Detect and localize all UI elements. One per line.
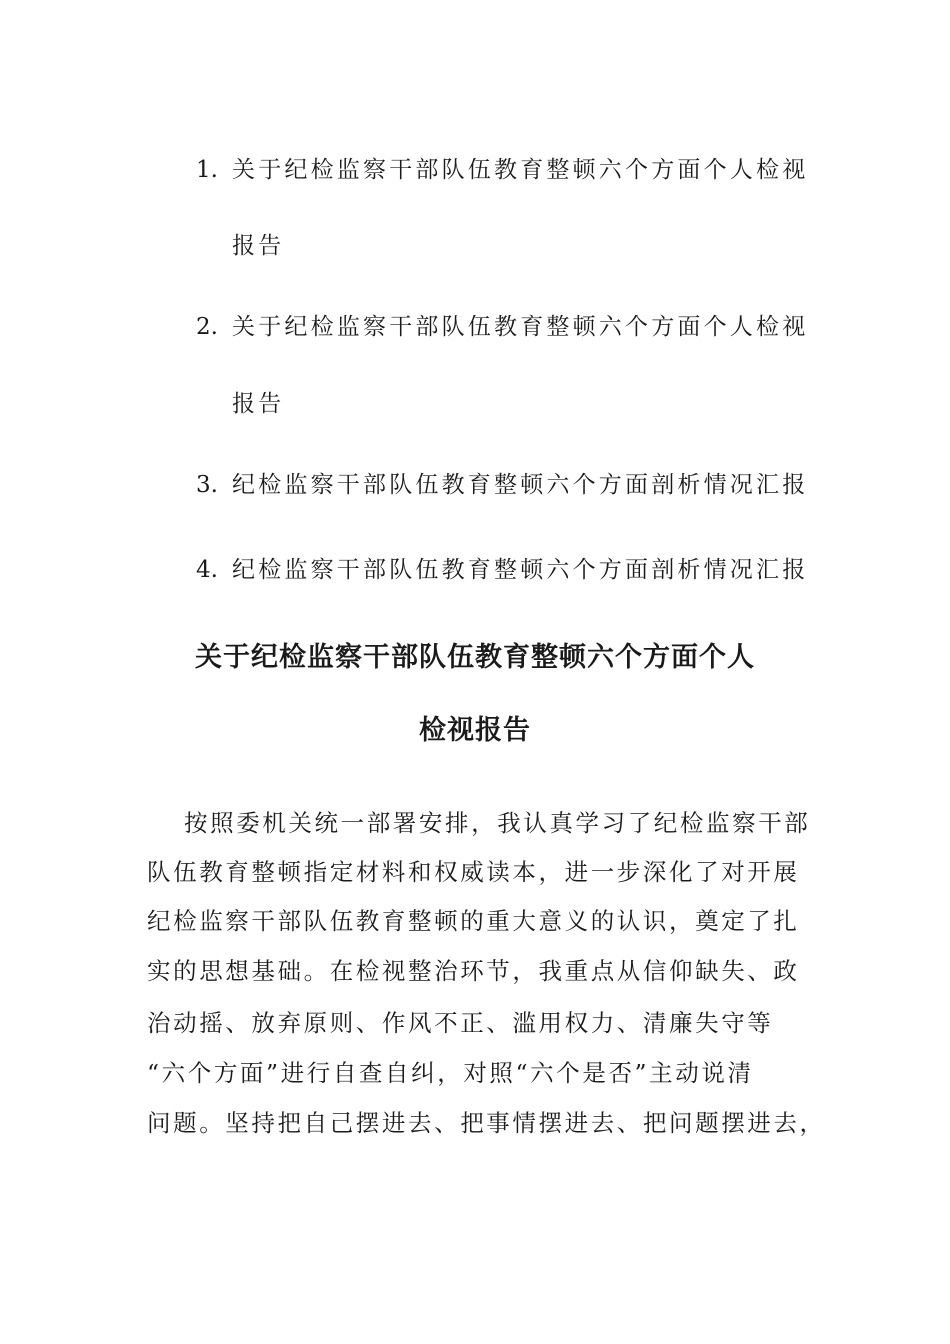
article-title-line-2: 检视报告 (419, 715, 531, 746)
body-line-7: 问题。坚持把自己摆进去、把事情摆进去、把问题摆进去， (147, 1109, 826, 1137)
toc-item-number: 3. (196, 472, 218, 498)
toc-item-number: 1. (196, 157, 218, 183)
body-line-3: 纪检监察干部队伍教育整顿的重大意义的认识，奠定了扎 (147, 907, 800, 935)
body-line-5: 治动摇、放弃原则、作风不正、滥用权力、清廉失守等 (147, 1009, 774, 1037)
toc-item-4[interactable] (196, 555, 808, 585)
toc-item-1[interactable] (196, 155, 808, 185)
toc-item-1-continuation[interactable]: 报告 (232, 233, 285, 259)
toc-item-text: 关于纪检监察干部队伍教育整顿六个方面个人检视 (232, 314, 809, 340)
body-line-1: 按照委机关统一部署安排，我认真学习了纪检监察干部 (184, 809, 811, 837)
toc-item-text: 纪检监察干部队伍教育整顿六个方面剖析情况汇报 (232, 472, 809, 498)
body-line-4: 实的思想基础。在检视整治环节，我重点从信仰缺失、政 (147, 957, 800, 985)
toc-item-2-continuation[interactable]: 报告 (232, 391, 285, 417)
toc-item-2[interactable] (196, 312, 808, 342)
toc-item-text: 纪检监察干部队伍教育整顿六个方面剖析情况汇报 (232, 557, 809, 583)
body-line-6: “六个方面”进行自查自纠，对照“六个是否”主动说清 (147, 1059, 754, 1087)
toc-item-number: 2. (196, 314, 218, 340)
toc-item-number: 4. (196, 557, 218, 583)
toc-item-text: 关于纪检监察干部队伍教育整顿六个方面个人检视 (232, 157, 809, 183)
toc-item-3[interactable] (196, 470, 808, 500)
body-line-2: 队伍教育整顿指定材料和权威读本，进一步深化了对开展 (147, 858, 800, 886)
article-title-line-1: 关于纪检监察干部队伍教育整顿六个方面个人 (195, 642, 755, 673)
